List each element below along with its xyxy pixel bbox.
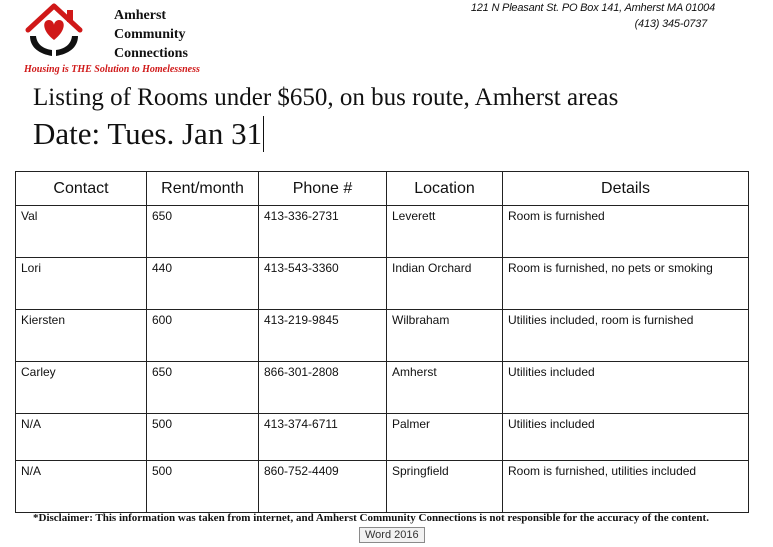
- rooms-table: [15, 171, 749, 513]
- listing-date-text: Date: Tues. Jan 31: [33, 116, 263, 151]
- disclaimer: *Disclaimer: This information was taken from internet, and Amherst Community Connections is not responsible for the accuracy of the content.: [33, 512, 709, 524]
- cell-contact: Lori: [16, 258, 147, 310]
- org-tagline: Housing is THE Solution to Homelessness: [24, 64, 200, 75]
- cell-rent: 500: [147, 414, 259, 461]
- cell-details: Utilities included, room is furnished: [503, 310, 749, 362]
- cell-contact: Kiersten: [16, 310, 147, 362]
- column-header-details: Details: [503, 172, 749, 206]
- cell-phone: 413-543-3360: [259, 258, 387, 310]
- listing-date[interactable]: [33, 116, 264, 152]
- cell-location: Palmer: [387, 414, 503, 461]
- table-row: [16, 206, 749, 258]
- column-header-contact: Contact: [16, 172, 147, 206]
- cell-rent: 650: [147, 362, 259, 414]
- column-header-location: Location: [387, 172, 503, 206]
- app-version-badge: Word 2016: [359, 527, 425, 543]
- cell-details: Utilities included: [503, 362, 749, 414]
- org-address: 121 N Pleasant St. PO Box 141, Amherst MA 01004: [470, 2, 715, 14]
- table-row: [16, 310, 749, 362]
- cell-contact: Val: [16, 206, 147, 258]
- cell-rent: 500: [147, 461, 259, 513]
- cell-phone: 413-336-2731: [259, 206, 387, 258]
- cell-rent: 440: [147, 258, 259, 310]
- cell-details: Utilities included: [503, 414, 749, 461]
- cell-location: Amherst: [387, 362, 503, 414]
- cell-details: Room is furnished, no pets or smoking: [503, 258, 749, 310]
- cell-phone: 860-752-4409: [259, 461, 387, 513]
- org-name-line: Connections: [114, 46, 188, 61]
- cell-contact: N/A: [16, 461, 147, 513]
- table-row: [16, 362, 749, 414]
- org-phone: (413) 345-0737: [634, 18, 707, 30]
- org-address-block: [471, 0, 715, 32]
- table-row: [16, 461, 749, 513]
- cell-details: Room is furnished: [503, 206, 749, 258]
- org-name-line: Community: [114, 27, 186, 42]
- cell-contact: N/A: [16, 414, 147, 461]
- cell-location: Leverett: [387, 206, 503, 258]
- table-row: [16, 414, 749, 461]
- cell-phone: 866-301-2808: [259, 362, 387, 414]
- cell-rent: 650: [147, 206, 259, 258]
- cell-location: Wilbraham: [387, 310, 503, 362]
- org-name-line: Amherst: [114, 8, 167, 23]
- cell-phone: 413-219-9845: [259, 310, 387, 362]
- cell-location: Indian Orchard: [387, 258, 503, 310]
- org-name: [114, 6, 188, 63]
- house-hands-heart-icon: [22, 0, 86, 60]
- cell-location: Springfield: [387, 461, 503, 513]
- table-header-row: [16, 172, 749, 206]
- column-header-phone: Phone #: [259, 172, 387, 206]
- cell-rent: 600: [147, 310, 259, 362]
- cell-contact: Carley: [16, 362, 147, 414]
- table-row: [16, 258, 749, 310]
- text-cursor: [263, 116, 264, 152]
- cell-phone: 413-374-6711: [259, 414, 387, 461]
- listing-title: Listing of Rooms under $650, on bus route, Amherst areas: [33, 84, 619, 111]
- cell-details: Room is furnished, utilities included: [503, 461, 749, 513]
- column-header-rent: Rent/month: [147, 172, 259, 206]
